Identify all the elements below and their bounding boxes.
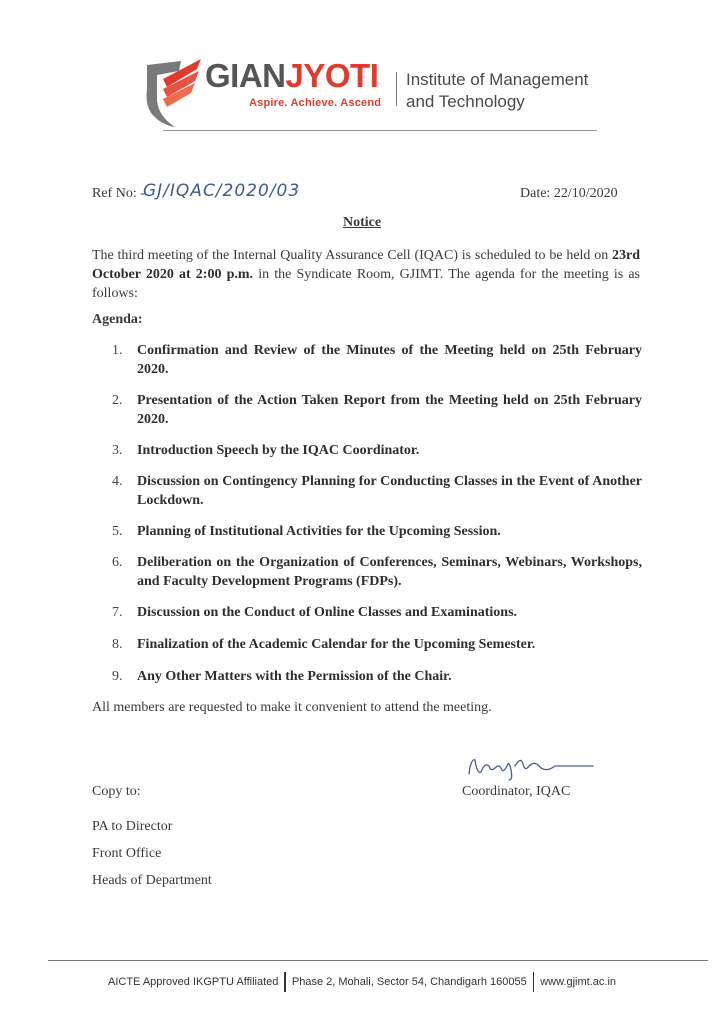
agenda-number: 6. [112, 555, 123, 570]
footer-website: www.gjimt.ac.in [540, 975, 616, 988]
agenda-text: Presentation of the Action Taken Report from the Meeting held on 25th February 2020. [137, 393, 642, 427]
closing-line: All members are requested to make it convenient to attend the meeting. [92, 700, 492, 715]
footer-separator [284, 972, 286, 992]
institute-line-1: Institute of Management [406, 70, 589, 89]
footer-affiliation: AICTE Approved IKGPTU Affiliated [107, 975, 279, 988]
copy-recipient: Front Office [92, 846, 162, 861]
meeting-datetime: 23rd October 2020 at 2:00 p.m. [92, 248, 640, 282]
institute-name [406, 69, 588, 113]
agenda-text: Any Other Matters with the Permission of the Chair. [137, 669, 452, 684]
brand-name [205, 56, 378, 96]
agenda-text: Discussion on the Conduct of Online Classes and Examinations. [137, 605, 518, 620]
agenda-number: 2. [112, 393, 123, 408]
copy-to-label: Copy to: [92, 784, 141, 799]
agenda-number: 1. [112, 343, 123, 358]
agenda-number: 5. [112, 524, 123, 539]
agenda-text: Finalization of the Academic Calendar for the Upcoming Semester. [137, 637, 536, 652]
footer-address: Phase 2, Mohali, Sector 54, Chandigarh 160055 [291, 975, 527, 988]
agenda-text: Deliberation on the Organization of Conferences, Seminars, Webinars, Workshops, and Faculty Development Programs (FDPs). [137, 555, 642, 589]
agenda-text: Planning of Institutional Activities for the Upcoming Session. [137, 524, 501, 539]
intro-text-1: The third meeting of the Internal Quality Assurance Cell (IQAC) is scheduled to be held on [92, 248, 612, 263]
agenda-number: 3. [112, 443, 123, 458]
footer-rule [48, 960, 708, 961]
institute-line-2: and Technology [406, 92, 525, 111]
copy-recipient: PA to Director [92, 819, 173, 834]
agenda-number: 8. [112, 637, 123, 652]
header-divider [396, 72, 397, 106]
brand-part-1: GIAN [205, 57, 286, 94]
signature-image [465, 752, 595, 782]
agenda-text: Discussion on Contingency Planning for Conducting Classes in the Event of Another Lockdown. [137, 474, 642, 508]
agenda-heading: Agenda: [92, 312, 143, 327]
agenda-text: Introduction Speech by the IQAC Coordinator. [137, 443, 420, 458]
agenda-text: Confirmation and Review of the Minutes of the Meeting held on 25th February 2020. [137, 343, 642, 377]
signatory-title: Coordinator, IQAC [462, 784, 571, 799]
ref-label: Ref No: - [92, 186, 145, 201]
brand-tagline: Aspire. Achieve. Ascend [249, 97, 382, 109]
agenda-number: 4. [112, 474, 123, 489]
copy-recipient: Heads of Department [92, 873, 212, 888]
ref-number: GJ/IQAC/2020/03 [143, 181, 301, 201]
footer-separator [533, 972, 535, 992]
intro-text-2: in the Syndicate Room, GJIMT. The agenda for the meeting is as follows: [92, 267, 641, 301]
footer [0, 972, 724, 992]
shield-logo-icon [141, 55, 203, 135]
agenda-number: 7. [112, 605, 123, 620]
brand-part-2: JYOTI [285, 57, 379, 94]
notice-date: Date: 22/10/2020 [520, 186, 618, 201]
agenda-number: 9. [112, 669, 123, 684]
intro-paragraph [92, 246, 640, 303]
header-rule [163, 130, 597, 131]
notice-title: Notice [342, 215, 382, 230]
